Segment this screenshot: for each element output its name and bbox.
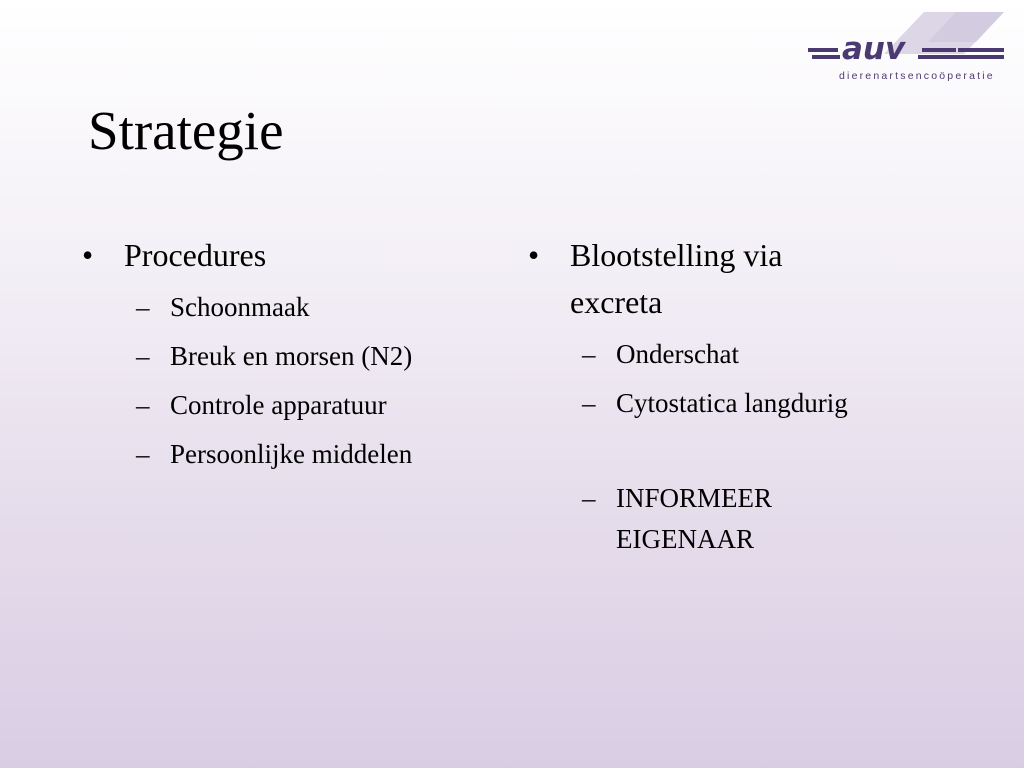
bullet-text: Procedures [124, 237, 267, 273]
logo-tagline: dierenartsencoöperatie [839, 70, 995, 82]
bullet-text-line1: Blootstelling via [570, 237, 783, 273]
sub-item-text: Controle apparatuur [170, 390, 387, 420]
dash-glyph: – [582, 388, 596, 418]
sub-item-text: Breuk en morsen (N2) [170, 341, 413, 371]
sub-item-emphasis [528, 478, 968, 560]
bullet-procedures [82, 232, 502, 279]
left-column [82, 232, 502, 475]
slide-title: Strategie [88, 100, 284, 161]
svg-text:auv: auv [842, 31, 906, 67]
dash-glyph: – [136, 341, 150, 371]
sub-item [528, 334, 968, 375]
bullet-glyph: • [528, 237, 540, 273]
dash-glyph: – [582, 483, 596, 513]
dash-glyph: – [136, 390, 150, 420]
bullet-text-line2: excreta [570, 284, 663, 320]
sub-item-text: Cytostatica langdurig [616, 388, 848, 418]
dash-glyph: – [582, 339, 596, 369]
sub-item-text: Persoonlijke middelen [170, 439, 413, 469]
sub-item-text: Onderschat [616, 339, 739, 369]
sub-item [82, 287, 502, 328]
dash-glyph: – [136, 439, 150, 469]
sub-item [528, 383, 968, 424]
right-column [528, 232, 968, 560]
sub-item [82, 336, 502, 377]
sub-item [82, 385, 502, 426]
bullet-glyph: • [82, 237, 94, 273]
emphasis-line2: EIGENAAR [616, 524, 754, 554]
bullet-blootstelling [528, 232, 968, 326]
emphasis-line1: INFORMEER [616, 483, 773, 513]
dash-glyph: – [136, 292, 150, 322]
spacer [528, 424, 968, 470]
sub-item-text: Schoonmaak [170, 292, 310, 322]
sub-item [82, 434, 502, 475]
